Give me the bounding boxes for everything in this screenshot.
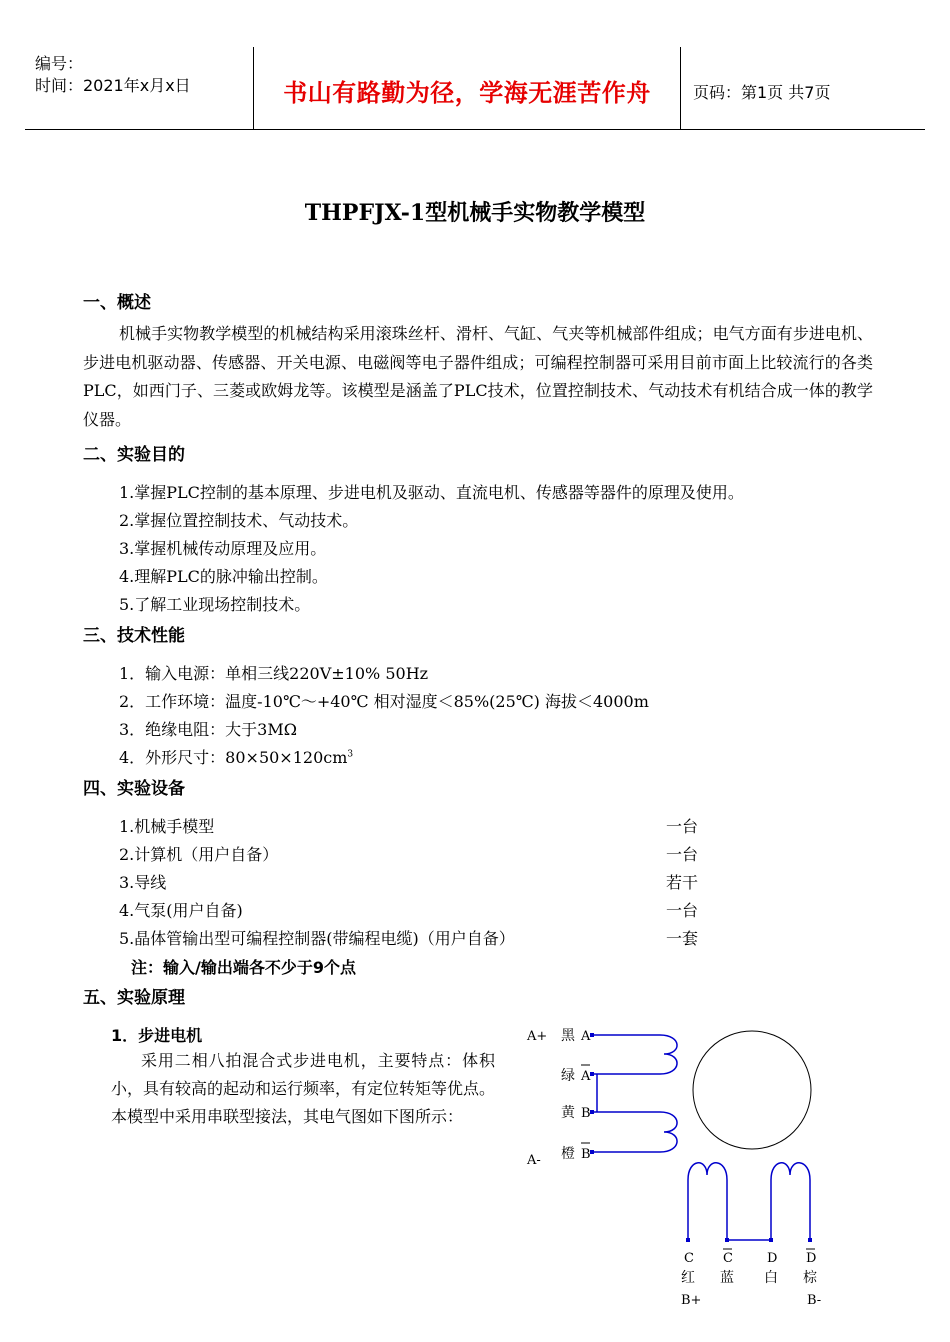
header-meta [35, 53, 191, 97]
stepper-wiring-diagram [510, 1015, 840, 1315]
equipment-name: 3.导线 [119, 873, 167, 892]
wire-color-label: 红 [681, 1270, 695, 1286]
terminal-a-plus: A+ [527, 1029, 548, 1044]
terminal-dot [590, 1110, 594, 1114]
wire-color-label: 蓝 [720, 1270, 734, 1286]
date-label: 时间：2021年x月x日 [35, 76, 191, 95]
wire-color-label: 白 [764, 1270, 778, 1286]
section-heading-objectives: 二、实验目的 [83, 445, 185, 465]
equipment-qty: 一台 [666, 817, 699, 836]
objective-item: 4.理解PLC的脉冲输出控制。 [119, 567, 328, 586]
pin-label: D [806, 1251, 817, 1266]
objective-item: 2.掌握位置控制技术、气动技术。 [119, 511, 359, 530]
equipment-name: 1.机械手模型 [119, 817, 215, 836]
section-heading-overview: 一、概述 [83, 293, 151, 313]
spec-text: 4．外形尺寸：80×50×120cm [119, 748, 348, 767]
wire-color-label: 棕 [803, 1270, 817, 1286]
objective-item: 3.掌握机械传动原理及应用。 [119, 539, 327, 558]
coil-a1 [660, 1035, 677, 1074]
terminal-b-minus: B- [807, 1293, 822, 1308]
pin-label: C [684, 1251, 694, 1266]
terminal-a-minus: A- [527, 1153, 541, 1168]
coil-b1 [688, 1163, 727, 1240]
stepper-subheading: 1．步进电机 [111, 1026, 203, 1045]
equipment-qty: 一套 [666, 929, 699, 948]
pin-label: B [581, 1106, 591, 1121]
pin-label: D [767, 1251, 778, 1266]
coil-a2 [660, 1112, 677, 1152]
equipment-qty: 若干 [666, 873, 699, 892]
header-motto: 书山有路勤为径，学海无涯苦作舟 [283, 79, 651, 107]
terminal-b-plus: B+ [681, 1293, 702, 1308]
header-divider [680, 47, 681, 129]
terminal-dot [590, 1072, 594, 1076]
wire-color-label: 黑 [561, 1028, 575, 1044]
equipment-qty: 一台 [666, 901, 699, 920]
spec-item: 2．工作环境：温度-10℃～+40℃ 相对湿度＜85%(25℃) 海拔＜4000m [119, 692, 649, 711]
section-heading-equipment: 四、实验设备 [83, 779, 185, 799]
equipment-qty: 一台 [666, 845, 699, 864]
wire-color-label: 橙 [561, 1146, 575, 1162]
number-label: 编号： [35, 54, 84, 73]
section-heading-specs: 三、技术性能 [83, 626, 185, 646]
spec-item: 3．绝缘电阻：大于3MΩ [119, 720, 298, 739]
page-info: 页码：第1页 共7页 [693, 83, 831, 102]
objective-item: 1.掌握PLC控制的基本原理、步进电机及驱动、直流电机、传感器等器件的原理及使用。 [119, 483, 744, 502]
equipment-name: 2.计算机（用户自备） [119, 845, 279, 864]
terminal-dot [590, 1033, 594, 1037]
equipment-name: 4.气泵(用户自备) [119, 901, 243, 920]
equipment-note: 注：输入/输出端各不少于9个点 [131, 958, 356, 977]
objective-item: 5.了解工业现场控制技术。 [119, 595, 311, 614]
terminal-dot [686, 1238, 690, 1242]
wire-color-label: 绿 [561, 1068, 575, 1084]
terminal-dot [769, 1238, 773, 1242]
motor-rotor-circle [693, 1031, 811, 1149]
terminal-dot [590, 1150, 594, 1154]
spec-item: 1．输入电源：单相三线220V±10% 50Hz [119, 664, 429, 683]
equipment-name: 5.晶体管输出型可编程控制器(带编程电缆)（用户自备） [119, 929, 515, 948]
page-header [25, 47, 925, 130]
spec-item [119, 745, 353, 768]
terminal-dot [725, 1238, 729, 1242]
wire-color-label: 黄 [561, 1105, 575, 1121]
stepper-paragraph: 采用二相八拍混合式步进电机，主要特点：体积小，具有较高的起动和运行频率，有定位转矩等优点。本模型中采用串联型接法，其电气图如下图所示： [111, 1051, 496, 1126]
coil-b2 [771, 1163, 810, 1240]
section-heading-principle: 五、实验原理 [83, 988, 185, 1008]
pin-label: A [581, 1069, 591, 1084]
overview-paragraph: 机械手实物教学模型的机械结构采用滚珠丝杆、滑杆、气缸、气夹等机械部件组成；电气方面有步进电机、步进电机驱动器、传感器、开关电源、电磁阀等电子器件组成；可编程控制器可采用目前市面上比较流行的各类PLC，如西门子、三菱或欧姆龙等。该模型是涵盖了PLC技术，位置控制技术、气动技术有机结合成一体的教学仪器。 [83, 324, 873, 429]
terminal-dot [808, 1238, 812, 1242]
document-title: THPFJX-1型机械手实物教学模型 [304, 200, 646, 226]
pin-label: B [581, 1147, 591, 1162]
pin-label: A [581, 1029, 591, 1044]
pin-label: C [723, 1251, 733, 1266]
spec-superscript: 3 [347, 749, 354, 760]
